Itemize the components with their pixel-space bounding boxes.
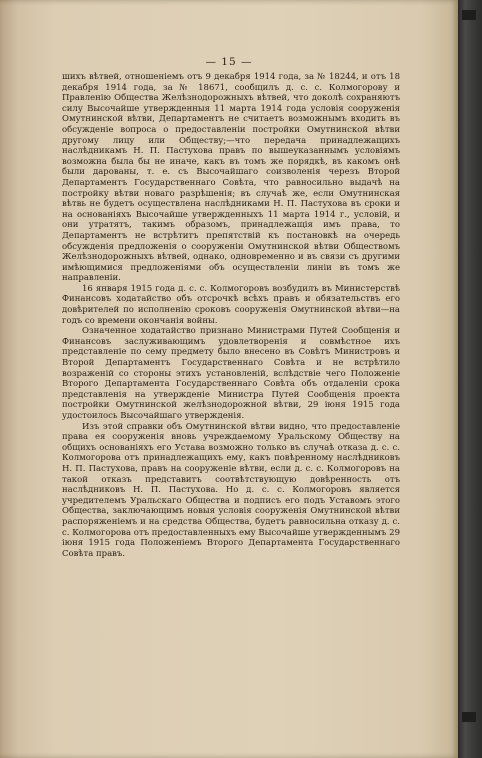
spine-mark-bottom [462,712,476,722]
body-text [62,72,400,559]
page-number: — 15 — [205,56,253,68]
paragraph-2: 16 января 1915 года д. с. с. Колмогоровъ возбудилъ въ Министерствѣ Финансовъ ходатайство объ отсрочкѣ всѣхъ правъ и обязательствъ его довѣрителей по исполненію сроковъ сооруженія Омутнинской вѣтви—на годъ со времени окончанія войны. [62,283,400,326]
spine-mark-top [462,10,476,20]
book-spine [458,0,482,758]
paragraph-1: шихъ вѣтвей, отношеніемъ отъ 9 декабря 1914 года, за № 18244, и отъ 18 декабря 1914 года, за № 18671, сообщилъ д. с. с. Колмогорову и Правленію Общества Желѣзнодорожныхъ вѣтвей, что доколѣ сохраняютъ силу Высочайше утвержденныя 11 марта 1914 года условія сооруженія Омутнинской вѣтви, Департаментъ не считаетъ возможнымъ входить въ обсужденіе вопроса о предоставленіи постройки Омутнинской вѣтви другому лицу или Обществу;—что передача принадлежащихъ наслѣдникамъ Н. П. Пастухова правъ по вышеуказаннымъ условіямъ возможна была бы не иначе, какъ въ томъ же порядкѣ, въ какомъ онѣ были дарованы, т. е. съ Высочайшаго соизволенія черезъ Второй Департаментъ Государственнаго Совѣта, что равносильно выдачѣ на постройку вѣтви новаго разрѣшенія; въ случаѣ же, если Омутнинская вѣтвь не будетъ осуществлена наслѣдниками Н. П. Пастухова въ сроки и на основаніяхъ Высочайше утвержденныхъ 11 марта 1914 г., условій, и они утратятъ, такимъ образомъ, принадлежащія имъ права, то Департаментъ не встрѣтитъ препятствій къ постановкѣ на очередь обсужденія предложенія о сооруженіи Омутнинской вѣтви Обществомъ Желѣзнодорожныхъ вѣтвей, однако, одновременно и въ связи съ другими имѣющимися предложеніями объ осуществленіи линіи въ томъ же направленіи. [62,72,400,284]
paragraph-4: Изъ этой справки объ Омутнинской вѣтви видно, что предоставленіе права ея сооруженія вновь учреждаемому Уральскому Обществу на общихъ основаніяхъ его Устава возможно только въ случаѣ отказа д. с. с. Колмогорова отъ принадлежащихъ ему, какъ повѣренному наслѣдниковъ Н. П. Пастухова, правъ на сооруженіе вѣтви, если д. с. с. Колмогоровъ на такой отказъ представитъ соотвѣтствующую довѣренность отъ наслѣдниковъ Н. П. Пастухова. Но д. с. с. Колмогоровъ является учредителемъ Уральскаго Общества и подписъ его подъ Уставомъ этого Общества, заключающимъ новыя условія сооруженія Омутнинской вѣтви распоряженіемъ и на средства Общества, будетъ равносильна отказу д. с. с. Колмогорова отъ предоставленныхъ ему Высочайше утвержденнымъ 29 іюня 1915 года Положеніемъ Второго Департамента Государственнаго Совѣта правъ. [62,421,400,559]
paragraph-3: Означенное ходатайство признано Министрами Путей Сообщенія и Финансовъ заслуживающимъ удовлетворенія и совмѣстное ихъ представленіе по сему предмету было внесено въ Совѣтъ Министровъ и Второй Департаментъ Государственнаго Совѣта и не встрѣтило возраженій со стороны этихъ установленій, вслѣдствіе чего Положеніе Второго Департамента Государственнаго Совѣта объ отдаленіи срока представленія на утвержденіе Министра Путей Сообщенія проекта постройки Омутнинской желѣзнодорожной вѣтви, 29 іюня 1915 года удостоилось Высочайшаго утвержденія. [62,326,400,421]
